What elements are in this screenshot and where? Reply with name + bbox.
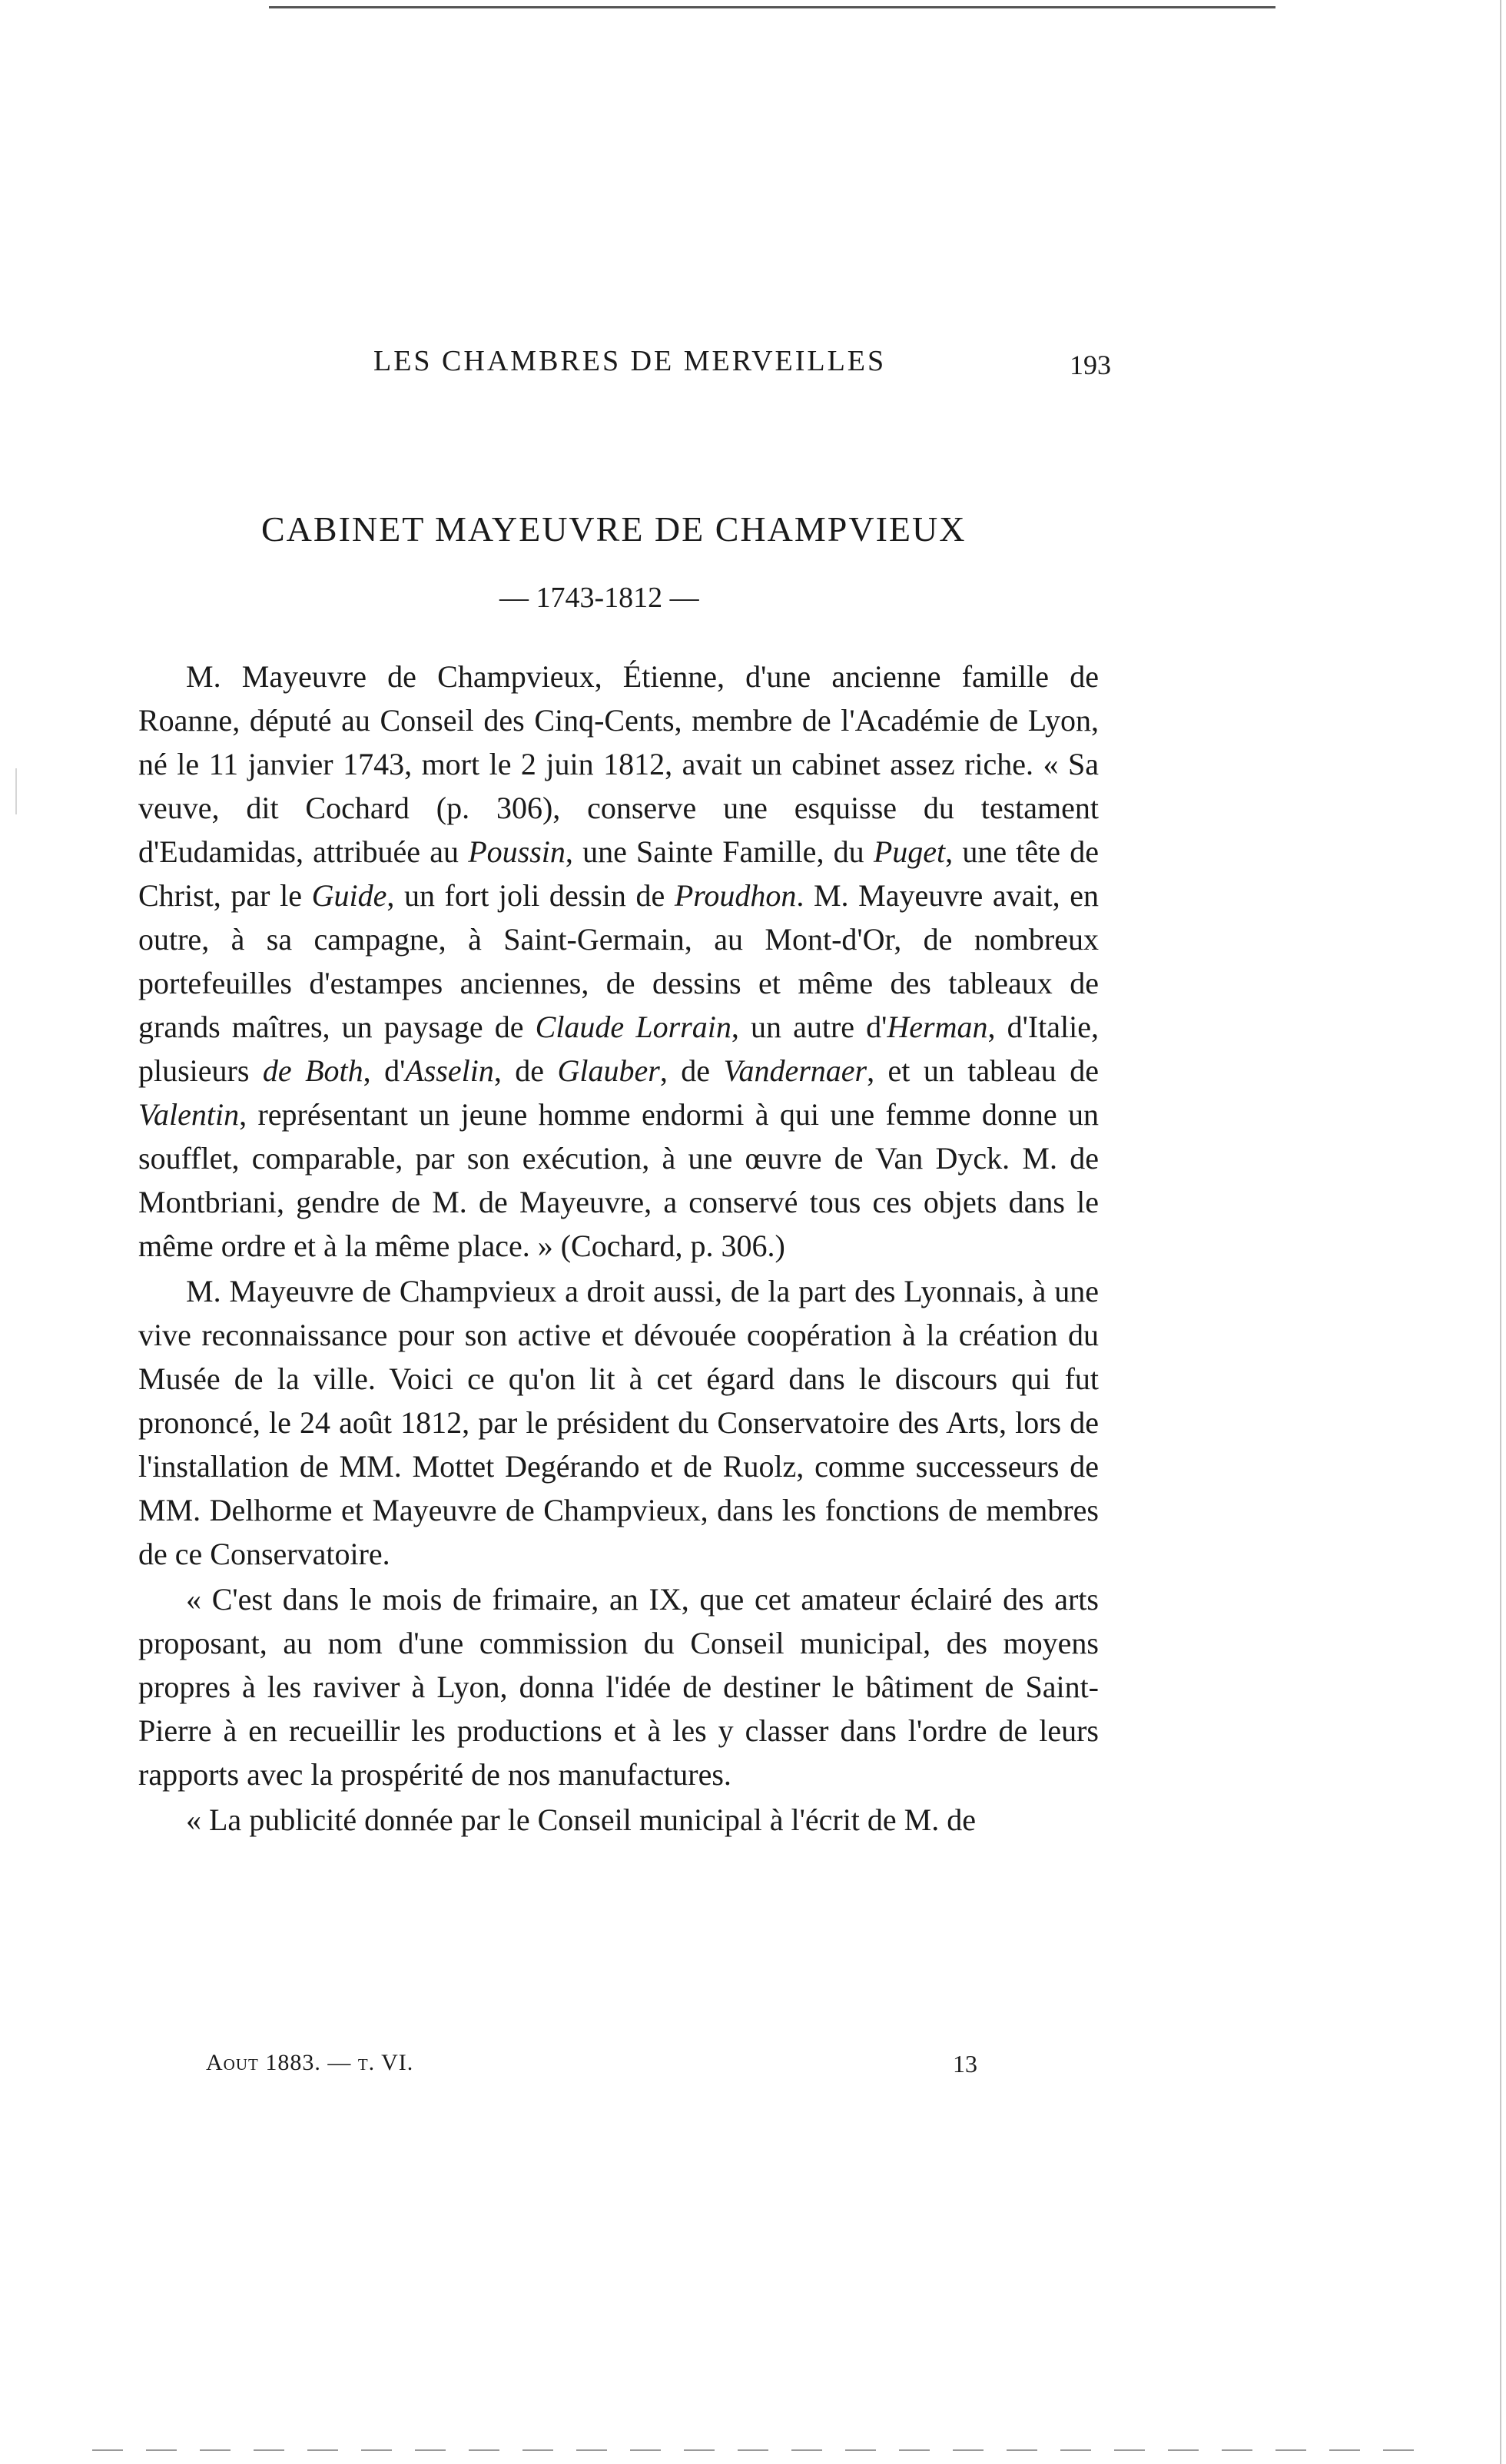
text-run: . M. Mayeuvre avait, en outre, à sa campagne, à Saint-Germain, au Mont-d'Or, de nombreux portefeuilles d'estampes anciennes, de dessins et même des tableaux de grands maîtres, un paysage de [138, 878, 1099, 1044]
body-text [138, 655, 1099, 1843]
italic-name: Valentin [138, 1097, 240, 1132]
italic-name: Puget [873, 834, 946, 869]
left-edge-mark [15, 768, 17, 814]
text-run: , de [659, 1053, 724, 1088]
paragraph [138, 1577, 1099, 1796]
text-run: , un autre d' [731, 1010, 887, 1044]
text-run: « La publicité donnée par le Conseil municipal à l'écrit de M. de [186, 1802, 976, 1837]
bottom-scan-rule [92, 2449, 1421, 2451]
text-run: M. Mayeuvre de Champvieux a droit aussi, de la part des Lyonnais, à une vive reconnaissance pour son active et dévouée coopération à la création du Musée de la ville. Voici ce qu'on lit à cet égard dans le discours qui fut prononcé, le 24 août 1812, par le président du Conservatoire des Arts, lors de l'installation de MM. Mottet Degérando et de Ruolz, comme successeurs de MM. Delhorme et Mayeuvre de Champvieux, dans les fonctions de membres de ce Conservatoire. [138, 1274, 1099, 1571]
signature-mark: 13 [953, 2050, 977, 2078]
text-run: « C'est dans le mois de frimaire, an IX, que cet amateur éclairé des arts proposant, au nom d'une commission du Conseil municipal, des moyens propres à les raviver à Lyon, donna l'idée de destiner le bâtiment de Saint-Pierre à en recueillir les productions et à les y classer dans l'ordre de leurs rapports avec la prospérité de nos manufactures. [138, 1582, 1099, 1792]
paragraph [138, 655, 1099, 1268]
page-number: 193 [1070, 350, 1111, 380]
text-run: , d'Italie, plusieurs [138, 1010, 1099, 1088]
text-run: , une Sainte Famille, du [565, 834, 874, 869]
paragraph [138, 1798, 1099, 1842]
italic-name: Glauber [557, 1053, 660, 1088]
right-edge-rule [1500, 0, 1501, 2464]
top-rule [269, 6, 1275, 8]
text-run: , représentant un jeune homme endormi à qui une femme donne un soufflet, comparable, par son exécution, à une œuvre de Van Dyck. M. de Montbriani, gendre de M. de Mayeuvre, a conservé tous ces objets dans le même ordre et à la même place. » (Cochard, p. 306.) [138, 1097, 1099, 1263]
italic-name: Herman [887, 1010, 988, 1044]
section-title: CABINET MAYEUVRE DE CHAMPVIEUX [261, 509, 967, 549]
italic-name: Proudhon [674, 878, 797, 913]
page-footer [206, 2050, 977, 2088]
italic-name: Asselin [405, 1053, 494, 1088]
italic-name: de Both [262, 1053, 363, 1088]
issue-line: Aout 1883. — t. VI. [206, 2050, 414, 2075]
italic-name: Guide [311, 878, 387, 913]
italic-name: Vandernaer [723, 1053, 867, 1088]
text-run: M. Mayeuvre de Champvieux, Étienne, d'une ancienne famille de Roanne, député au Conseil des Cinq-Cents, membre de l'Académie de Lyon, né le 11 janvier 1743, mort le 2 juin 1812, avait un cabinet assez riche. « Sa veuve, dit Cochard (p. 306), conserve une esquisse du testament d'Eudamidas, attribuée au [138, 659, 1099, 869]
italic-name: Claude Lorrain [535, 1010, 731, 1044]
running-head [373, 344, 1111, 390]
text-run: , une tête de Christ, par le [138, 834, 1099, 913]
text-run: , de [493, 1053, 558, 1088]
text-run: , et un tableau de [867, 1053, 1099, 1088]
section-dates: — 1743-1812 — [499, 582, 699, 614]
running-title: LES CHAMBRES DE MERVEILLES [373, 345, 887, 377]
italic-name: Poussin [468, 834, 566, 869]
text-run: , d' [363, 1053, 406, 1088]
text-run: , un fort joli dessin de [386, 878, 675, 913]
paragraph [138, 1269, 1099, 1576]
